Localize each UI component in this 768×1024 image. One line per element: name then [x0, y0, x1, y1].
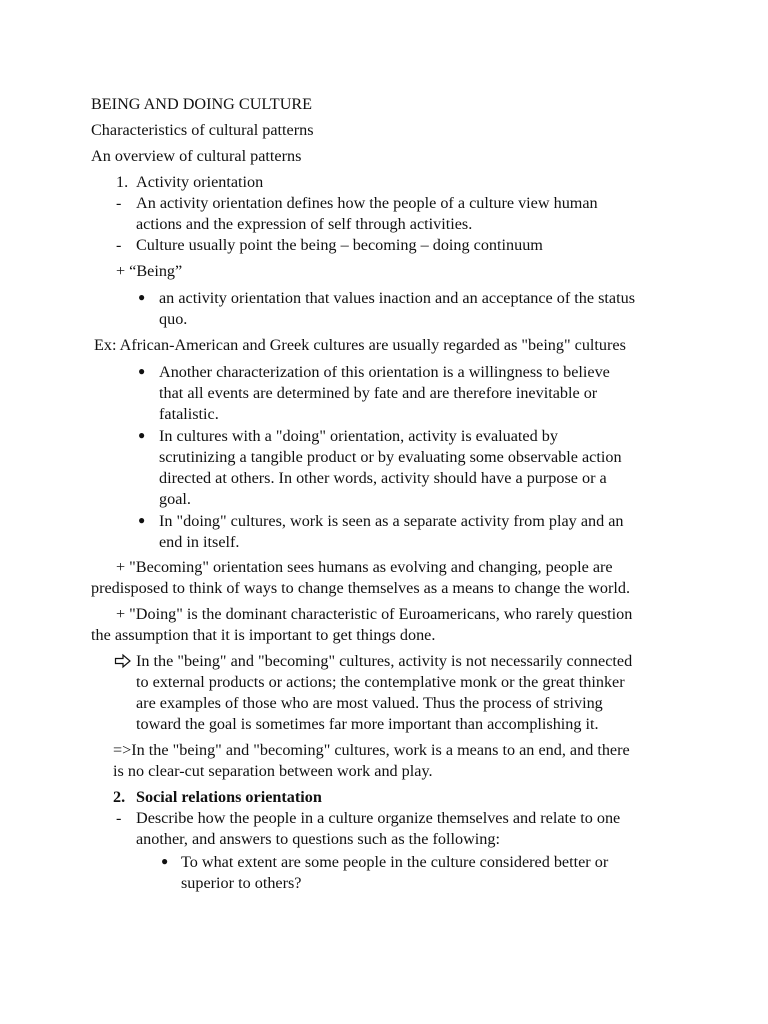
arrow-item-line2: to external products or actions; the contemplative monk or the great thinker: [136, 673, 625, 691]
s1-dash2: Culture usually point the being – becoming – doing continuum: [136, 236, 543, 254]
arrow-item-line4: toward the goal is sometimes far more important than accomplishing it.: [136, 715, 599, 733]
example-line: Ex: African-American and Greek cultures are usually regarded as "being" cultures: [94, 336, 626, 354]
bullet-2-line1: In cultures with a "doing" orientation, activity is evaluated by: [159, 427, 558, 445]
bullet-2-line3: directed at others. In other words, activity should have a purpose or a: [159, 469, 607, 487]
section-1-heading: Activity orientation: [136, 173, 264, 191]
bullet-marker: ●: [138, 513, 146, 527]
document-title: BEING AND DOING CULTURE: [91, 95, 313, 113]
becoming-line2: predisposed to think of ways to change themselves as a means to change the world.: [91, 579, 630, 597]
section-2-heading: Social relations orientation: [136, 788, 322, 806]
s2-bullet1-line1: To what extent are some people in the culture considered better or: [181, 853, 609, 871]
bullet-1-line2: that all events are determined by fate and are therefore inevitable or: [159, 384, 598, 402]
dash-marker: -: [116, 809, 122, 827]
subtitle-characteristics: Characteristics of cultural patterns: [91, 121, 314, 139]
doing-line1: + "Doing" is the dominant characteristic of Euroamericans, who rarely question: [116, 605, 633, 623]
doing-line2: the assumption that it is important to get things done.: [91, 626, 436, 644]
being-label: + “Being”: [116, 262, 183, 280]
bullet-marker: ●: [138, 428, 146, 442]
implies-line2: is no clear-cut separation between work and play.: [113, 762, 433, 780]
becoming-line1: + "Becoming" orientation sees humans as evolving and changing, people are: [116, 558, 613, 576]
bullet-3-line1: In "doing" cultures, work is seen as a separate activity from play and an: [159, 512, 624, 530]
section-2-number: 2.: [113, 788, 126, 806]
dash-marker: -: [116, 236, 122, 254]
bullet-marker: ●: [138, 364, 146, 378]
being-bullet-line2: quo.: [159, 310, 188, 328]
s1-dash1-line1: An activity orientation defines how the people of a culture view human: [136, 194, 598, 212]
s1-dash1-line2: actions and the expression of self through activities.: [136, 215, 473, 233]
dash-marker: -: [116, 194, 122, 212]
s2-dash1-line1: Describe how the people in a culture organize themselves and relate to one: [136, 809, 621, 827]
bullet-3-line2: end in itself.: [159, 533, 240, 551]
outline-right-arrow-icon: [114, 651, 132, 675]
s2-bullet1-line2: superior to others?: [181, 874, 302, 892]
arrow-item-line1: In the "being" and "becoming" cultures, activity is not necessarily connected: [136, 652, 633, 670]
bullet-2-line2: scrutinizing a tangible product or by evaluating some observable action: [159, 448, 622, 466]
subtitle-overview: An overview of cultural patterns: [91, 147, 302, 165]
bullet-1-line1: Another characterization of this orientation is a willingness to believe: [159, 363, 610, 381]
bullet-marker: ●: [138, 290, 146, 304]
bullet-2-line4: goal.: [159, 490, 191, 508]
s2-dash1-line2: another, and answers to questions such as the following:: [136, 830, 500, 848]
arrow-item-line3: are examples of those who are most valued. Thus the process of striving: [136, 694, 603, 712]
bullet-1-line3: fatalistic.: [159, 405, 219, 423]
bullet-marker: ●: [161, 854, 169, 868]
implies-line1: =>In the "being" and "becoming" cultures, work is a means to an end, and there: [113, 741, 630, 759]
being-bullet-line1: an activity orientation that values inaction and an acceptance of the status: [159, 289, 635, 307]
section-1-number: 1.: [116, 173, 129, 191]
